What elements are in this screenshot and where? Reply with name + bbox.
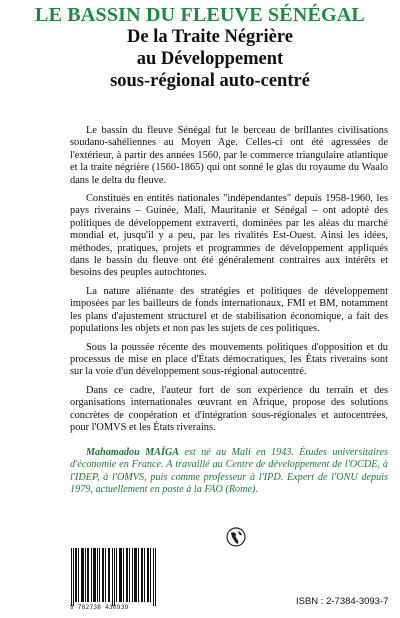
barcode	[70, 548, 158, 606]
isbn: ISBN : 2-7384-3093-7	[296, 596, 389, 607]
back-cover-summary	[70, 125, 388, 440]
summary-paragraph: La nature aliénante des stratégies et politiques de développement imposées par les bailleurs de fonds internationaux, FMI et BM, notamment les plans d'ajustement structurel et de stabilisation économique, a fait des populations les objets et non pas les sujets de ces politiques.	[70, 285, 388, 335]
summary-paragraph: Dans ce cadre, l'auteur fort de son expérience du terrain et des organisations internationales œuvrant en Afrique, propose des solutions concrètes de coopération et d'intégration sous-régionales et autocentrées, pour l'OMVS et les États riverains.	[70, 384, 388, 433]
subtitle-line-2: au Développement	[136, 49, 284, 69]
subtitle-line-1: De la Traite Négrière	[127, 27, 293, 47]
globe-logo-icon	[226, 527, 246, 547]
author-name: Mahamadou MAÏGA	[86, 447, 180, 458]
summary-paragraph: Le bassin du fleuve Sénégal fut le berceau de brillantes civilisations soudano-sahéliennes au Moyen Age. Celles-ci ont été agressées de l'extérieur, à partir des années 1560, par le commerce triangulaire atlantique et la traite négrière (1560-1865) qui ont sonné le glas du royaume du Waalo dans le delta du fleuve.	[70, 125, 388, 186]
subtitle-line-3: sous-régional auto-centré	[110, 71, 310, 91]
barcode-number: 9 782738 430939	[70, 604, 129, 611]
summary-paragraph: Sous la poussée récente des mouvements politiques d'opposition et du processus de mise en place d'États démocratiques, les États riverains sont sur la voie d'un développement sous-régional autocentré.	[70, 341, 388, 378]
author-bio	[70, 447, 388, 497]
author-bio-text: est né au Mali en 1943. Études universitaires d'économie en France. A travaillé au Centre de développement de l'OCDE, à l'IDEP, à l'OMVS, puis comme professeur à l'IPD. Expert de l'ONU depuis 1979, actuellement en poste à la FAO (Rome).	[70, 447, 388, 496]
summary-paragraph: Constitués en entités nationales "indépendantes" depuis 1958-1960, les pays riverains – Guinée, Mali, Mauritanie et Sénégal – ont adopté des politiques de développement extraverti, dominées par les aléas du marché mondial et, jusqu'il y a peu, par les rivalités Est-Ouest. Ainsi les idées, méthodes, pratiques, projets et programmes de développement appliqués dans le bassin du fleuve ont été généralement contraires aux intérêts et besoins des peuples autochtones.	[70, 193, 388, 279]
book-title: LE BASSIN DU FLEUVE SÉNÉGAL	[35, 4, 365, 26]
